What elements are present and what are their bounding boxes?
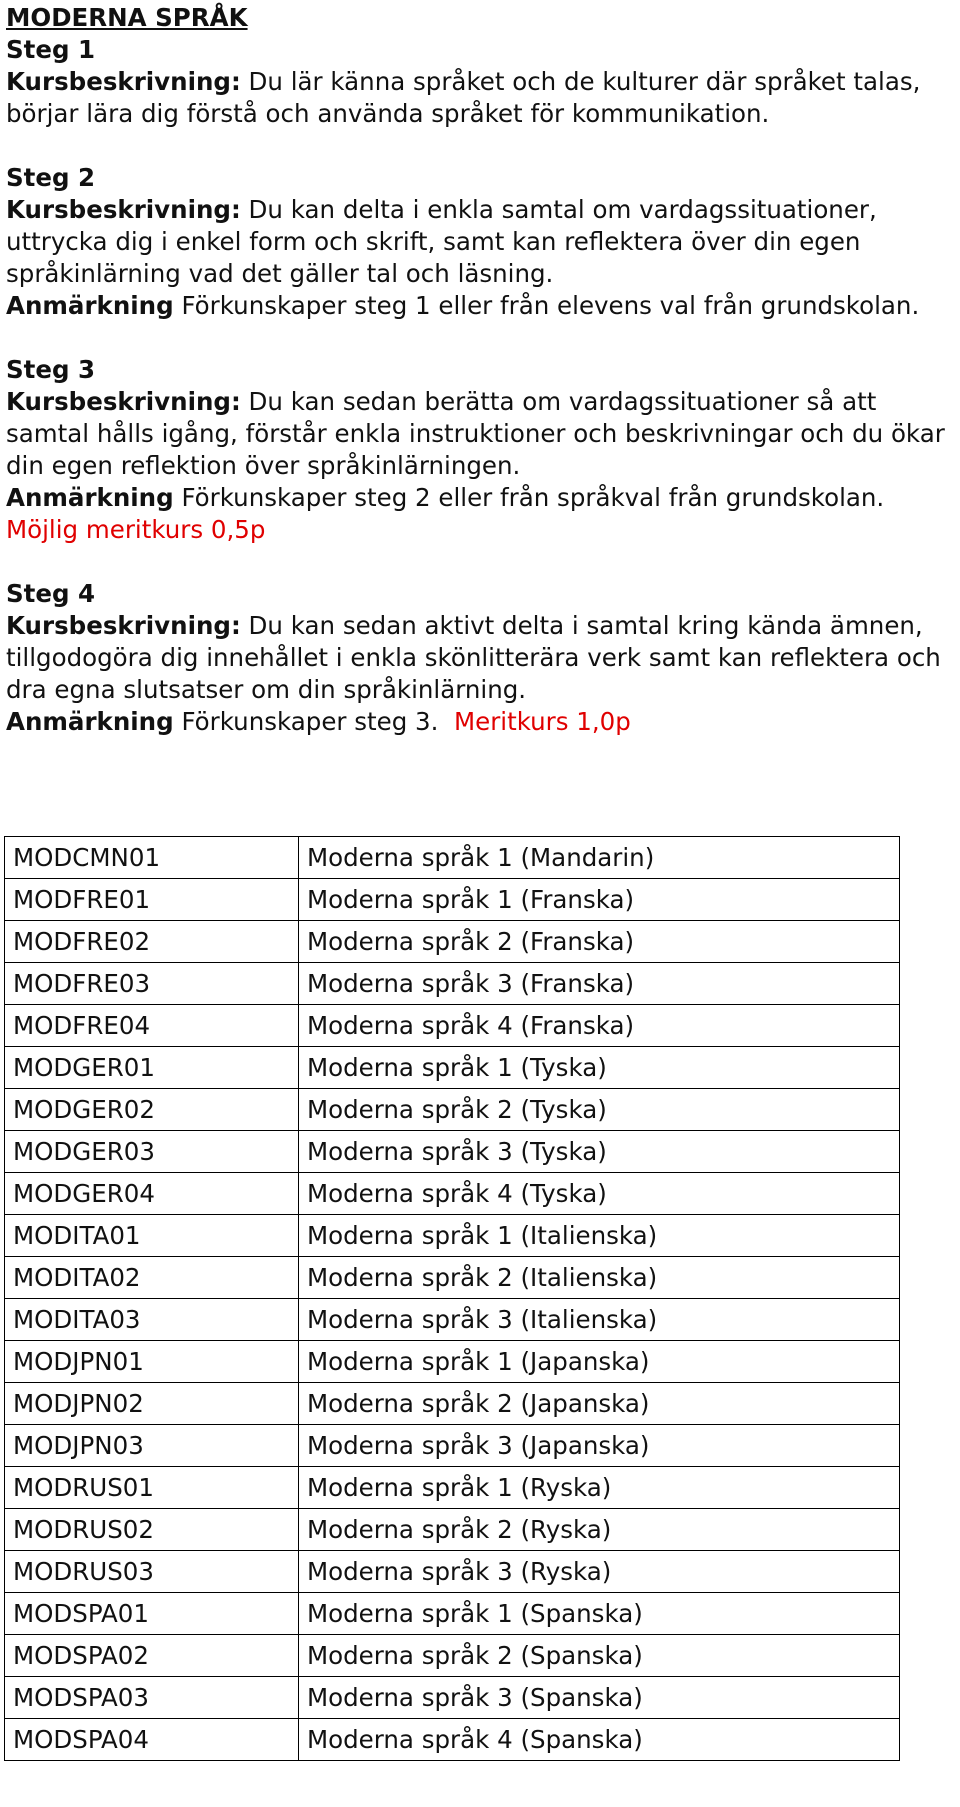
table-row xyxy=(5,1005,900,1047)
table-row xyxy=(5,1047,900,1089)
course-name-cell: Moderna språk 3 (Franska) xyxy=(299,963,900,1005)
course-description xyxy=(6,386,956,482)
course-name-cell: Moderna språk 1 (Spanska) xyxy=(299,1593,900,1635)
course-code-cell: MODJPN02 xyxy=(5,1383,299,1425)
course-code-cell: MODRUS03 xyxy=(5,1551,299,1593)
course-code-cell: MODCMN01 xyxy=(5,837,299,879)
course-name-cell: Moderna språk 1 (Italienska) xyxy=(299,1215,900,1257)
step-title: Steg 2 xyxy=(6,163,96,192)
description-label: Kursbeskrivning: xyxy=(6,67,241,96)
description-label: Kursbeskrivning: xyxy=(6,387,241,416)
course-code-cell: MODSPA04 xyxy=(5,1719,299,1761)
table-row xyxy=(5,1173,900,1215)
step-2 xyxy=(6,162,956,322)
course-code-cell: MODJPN03 xyxy=(5,1425,299,1467)
table-row xyxy=(5,1131,900,1173)
course-name-cell: Moderna språk 3 (Japanska) xyxy=(299,1425,900,1467)
course-code-cell: MODSPA03 xyxy=(5,1677,299,1719)
course-name-cell: Moderna språk 4 (Tyska) xyxy=(299,1173,900,1215)
course-name-cell: Moderna språk 4 (Franska) xyxy=(299,1005,900,1047)
description-text: Du kan delta i enkla samtal om vardagssituationer, uttrycka dig i enkel form och skrift, samt kan reflektera över din egen språkinlärning vad det gäller tal och läsning. xyxy=(6,195,877,288)
table-row xyxy=(5,1467,900,1509)
description-text: Du kan sedan berätta om vardagssituationer så att samtal hålls igång, förstår enkla instruktioner och beskrivningar och du ökar din egen reflektion över språkinlärningen. xyxy=(6,387,945,480)
step-1 xyxy=(6,34,956,130)
note-label: Anmärkning xyxy=(6,483,174,512)
course-code-cell: MODGER03 xyxy=(5,1131,299,1173)
step-title: Steg 1 xyxy=(6,35,96,64)
course-name-cell: Moderna språk 3 (Italienska) xyxy=(299,1299,900,1341)
course-table xyxy=(4,836,900,1761)
merit-note: Möjlig meritkurs 0,5p xyxy=(6,515,266,544)
table-row xyxy=(5,1677,900,1719)
course-code-cell: MODRUS01 xyxy=(5,1467,299,1509)
course-code-cell: MODRUS02 xyxy=(5,1509,299,1551)
course-description xyxy=(6,66,956,130)
course-code-cell: MODGER02 xyxy=(5,1089,299,1131)
table-row xyxy=(5,921,900,963)
table-row xyxy=(5,1215,900,1257)
course-name-cell: Moderna språk 1 (Ryska) xyxy=(299,1467,900,1509)
table-row xyxy=(5,1341,900,1383)
course-name-cell: Moderna språk 2 (Franska) xyxy=(299,921,900,963)
course-code-cell: MODFRE01 xyxy=(5,879,299,921)
course-name-cell: Moderna språk 1 (Mandarin) xyxy=(299,837,900,879)
table-row xyxy=(5,1509,900,1551)
course-code-cell: MODITA02 xyxy=(5,1257,299,1299)
table-row xyxy=(5,837,900,879)
course-name-cell: Moderna språk 1 (Tyska) xyxy=(299,1047,900,1089)
course-code-cell: MODITA03 xyxy=(5,1299,299,1341)
course-code-cell: MODSPA02 xyxy=(5,1635,299,1677)
course-code-cell: MODFRE02 xyxy=(5,921,299,963)
table-row xyxy=(5,879,900,921)
course-code-cell: MODITA01 xyxy=(5,1215,299,1257)
note-label: Anmärkning xyxy=(6,707,174,736)
note-text: Förkunskaper steg 3. xyxy=(173,707,439,736)
course-name-cell: Moderna språk 4 (Spanska) xyxy=(299,1719,900,1761)
document-title: MODERNA SPRÅK xyxy=(6,3,248,32)
course-code-cell: MODGER04 xyxy=(5,1173,299,1215)
course-name-cell: Moderna språk 2 (Ryska) xyxy=(299,1509,900,1551)
course-code-cell: MODSPA01 xyxy=(5,1593,299,1635)
course-name-cell: Moderna språk 2 (Spanska) xyxy=(299,1635,900,1677)
course-note xyxy=(6,482,956,514)
course-name-cell: Moderna språk 1 (Franska) xyxy=(299,879,900,921)
note-label: Anmärkning xyxy=(6,291,174,320)
course-note xyxy=(6,290,956,322)
table-row xyxy=(5,1089,900,1131)
merit-note: Meritkurs 1,0p xyxy=(454,707,631,736)
note-text: Förkunskaper steg 2 eller från språkval från grundskolan. xyxy=(173,483,885,512)
course-code-cell: MODGER01 xyxy=(5,1047,299,1089)
table-row xyxy=(5,1635,900,1677)
course-description xyxy=(6,194,956,290)
course-name-cell: Moderna språk 1 (Japanska) xyxy=(299,1341,900,1383)
course-descriptions xyxy=(6,2,956,738)
table-row xyxy=(5,1551,900,1593)
description-label: Kursbeskrivning: xyxy=(6,195,241,224)
step-title: Steg 4 xyxy=(6,579,96,608)
table-row xyxy=(5,1719,900,1761)
course-note xyxy=(6,706,956,738)
table-row xyxy=(5,1257,900,1299)
description-label: Kursbeskrivning: xyxy=(6,611,241,640)
step-title: Steg 3 xyxy=(6,355,96,384)
course-code-cell: MODFRE04 xyxy=(5,1005,299,1047)
description-text: Du kan sedan aktivt delta i samtal kring kända ämnen, tillgodogöra dig innehållet i enkla skönlitterära verk samt kan reflektera och dra egna slutsatser om din språkinlärning. xyxy=(6,611,941,704)
table-row xyxy=(5,1425,900,1467)
course-name-cell: Moderna språk 2 (Tyska) xyxy=(299,1089,900,1131)
course-name-cell: Moderna språk 3 (Tyska) xyxy=(299,1131,900,1173)
course-name-cell: Moderna språk 3 (Ryska) xyxy=(299,1551,900,1593)
course-name-cell: Moderna språk 2 (Japanska) xyxy=(299,1383,900,1425)
course-code-cell: MODFRE03 xyxy=(5,963,299,1005)
table-row xyxy=(5,963,900,1005)
table-row xyxy=(5,1383,900,1425)
course-name-cell: Moderna språk 3 (Spanska) xyxy=(299,1677,900,1719)
note-text: Förkunskaper steg 1 eller från elevens val från grundskolan. xyxy=(173,291,920,320)
step-3 xyxy=(6,354,956,546)
course-name-cell: Moderna språk 2 (Italienska) xyxy=(299,1257,900,1299)
step-4 xyxy=(6,578,956,738)
course-table-body xyxy=(5,837,900,1761)
course-code-cell: MODJPN01 xyxy=(5,1341,299,1383)
description-text: Du lär känna språket och de kulturer där språket talas, börjar lära dig förstå och använda språket för kommunikation. xyxy=(6,67,921,128)
table-row xyxy=(5,1299,900,1341)
table-row xyxy=(5,1593,900,1635)
course-description xyxy=(6,610,956,706)
